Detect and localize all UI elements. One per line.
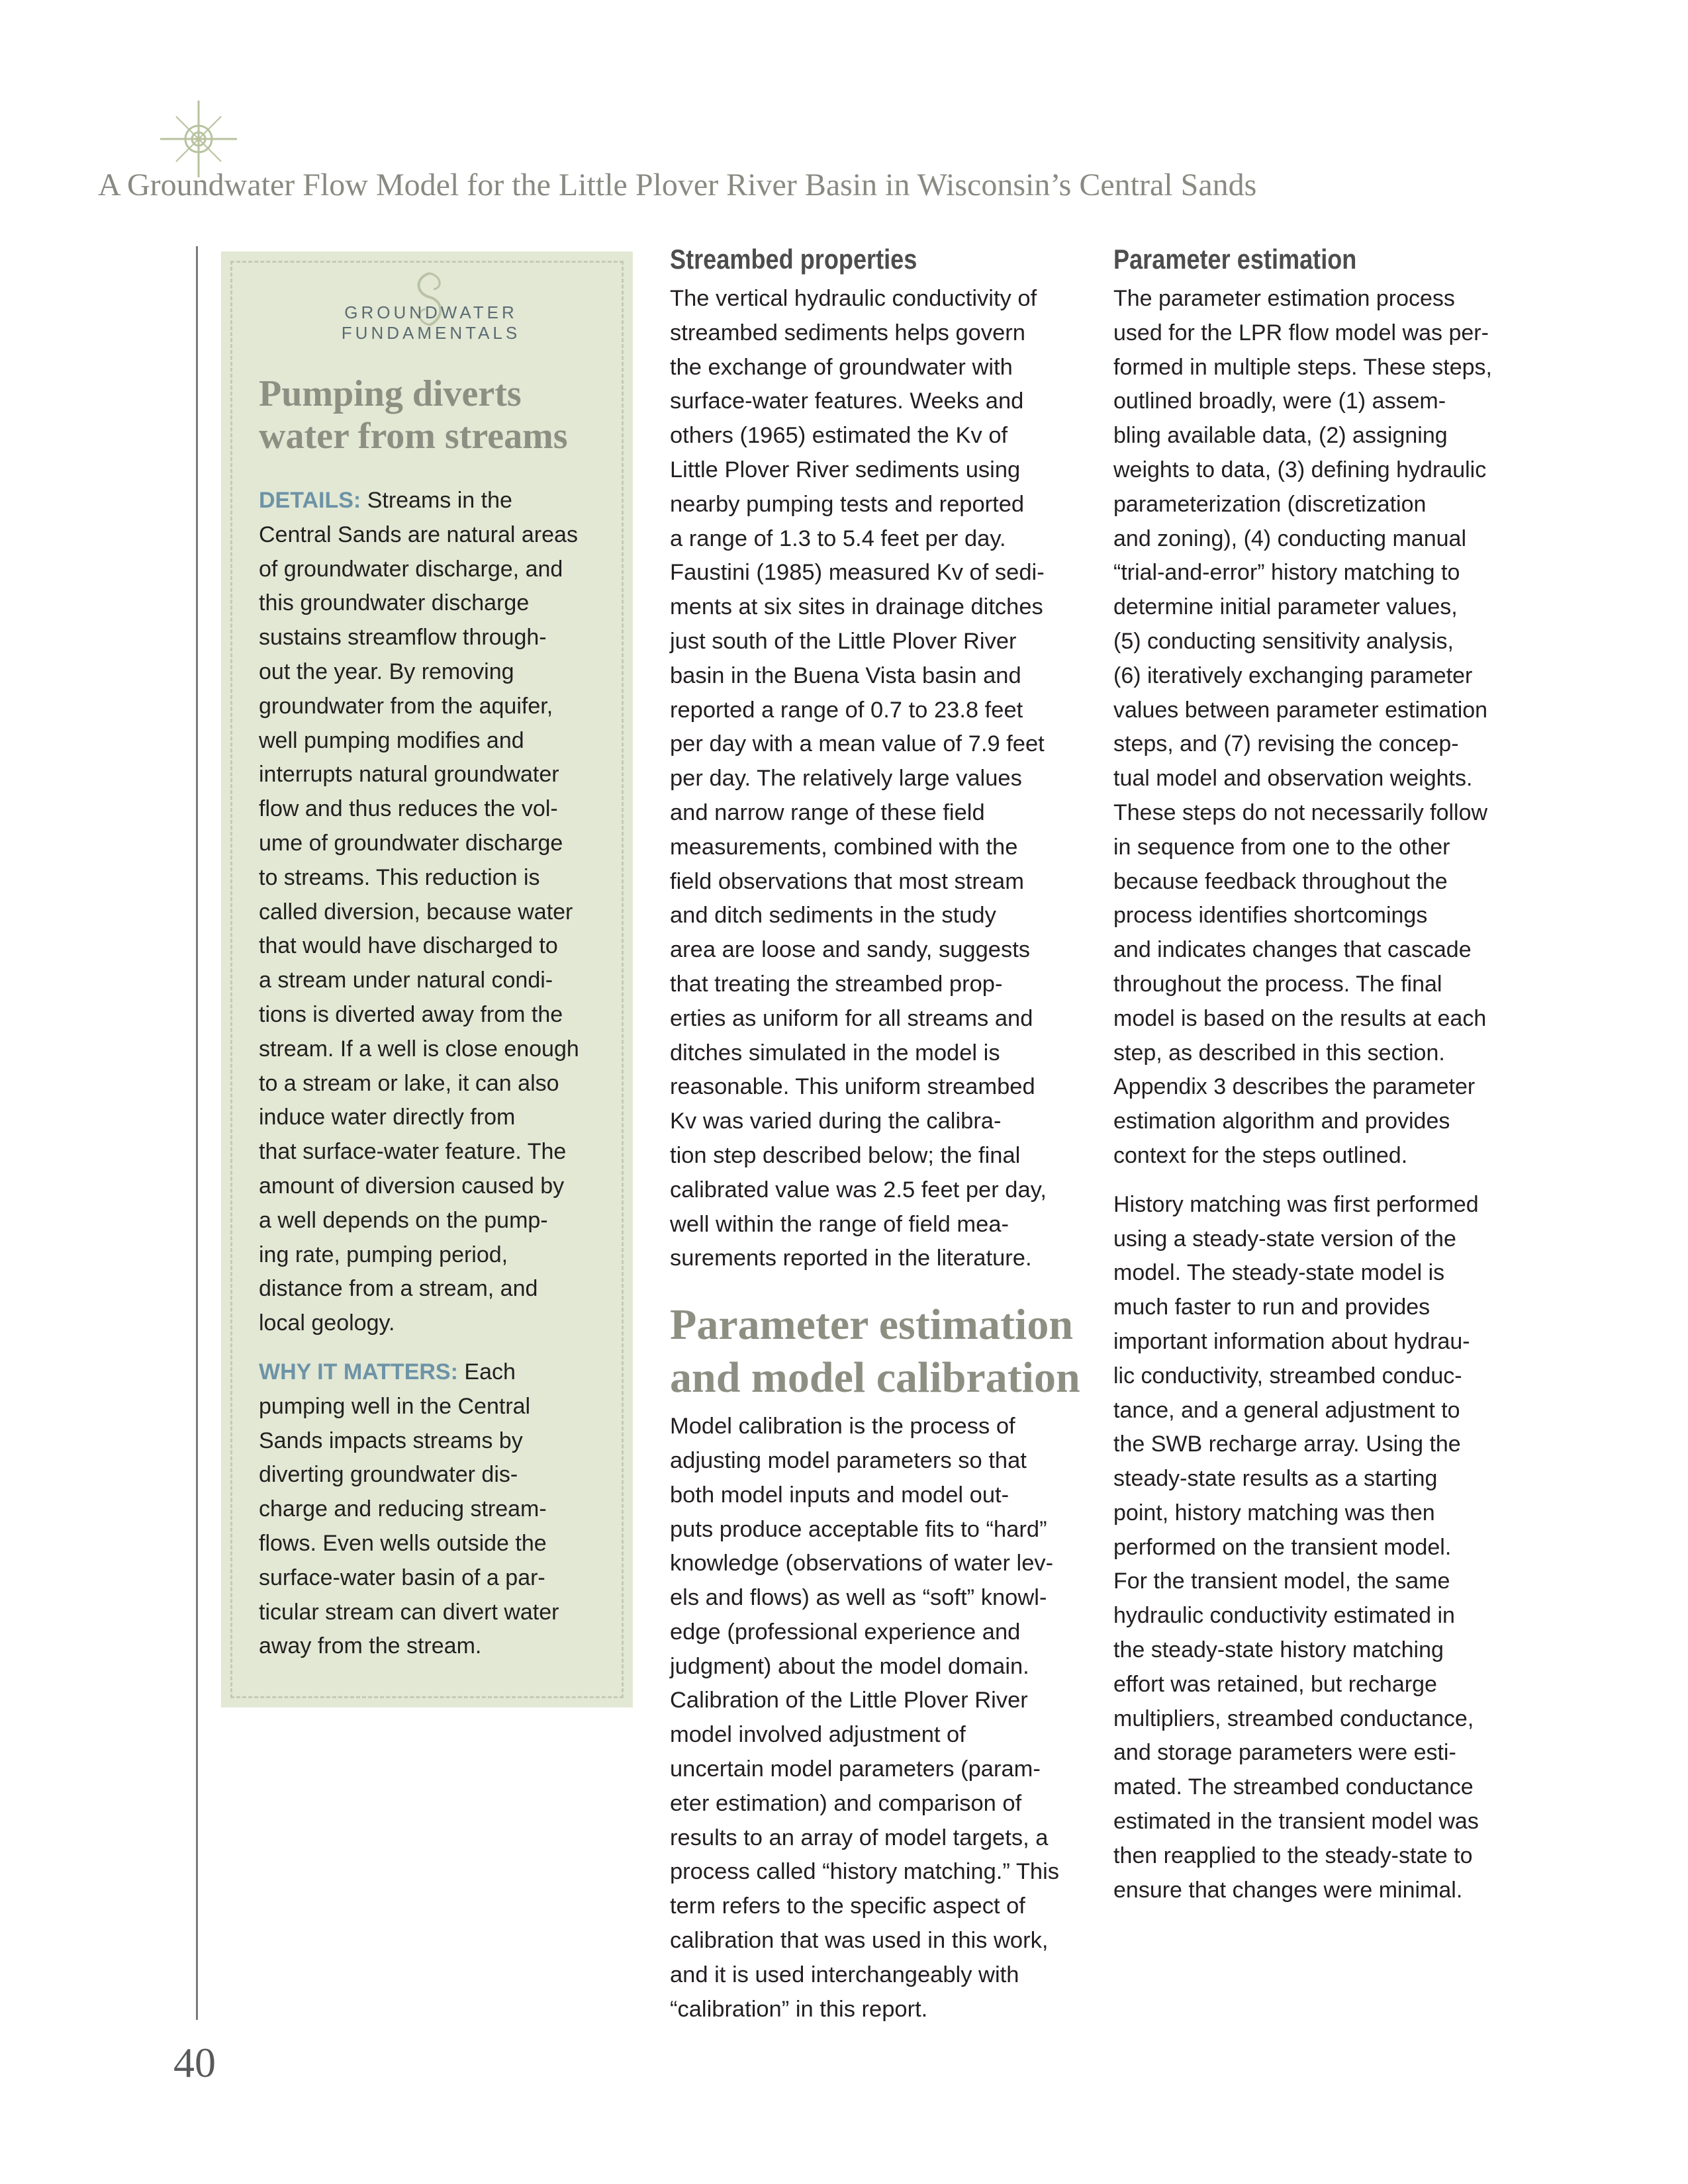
sidebar-frame: [230, 261, 624, 1698]
running-head: A Groundwater Flow Model for the Little Plover River Basin in Wisconsin’s Central Sands: [98, 167, 1257, 203]
history-matching-paragraph: History matching was first performed using a steady-state version of the model. The steady-state model is much faster to run and provides important information about hydrau- lic conductivity, streambed conduc- tance, and a general adjustment to the SWB recharge array. Using the steady-state results as a starting point, history matching was then performed on the transient model. For the transient model, the same hydraulic conductivity estimated in the steady-state history matching effort was retained, but recharge multipliers, streambed conductance, and storage parameters were esti- mated. The streambed conductance estimated in the transient model was then reapplied to the steady-state to ensure that changes were minimal.: [1113, 1191, 1479, 1903]
parameter-estimation-heading: Parameter estimation: [1113, 244, 1357, 275]
sidebar-title: [259, 373, 603, 457]
middle-column: [670, 241, 1094, 2026]
right-column: [1113, 241, 1532, 1907]
parameter-estimation-paragraph: The parameter estimation process used for the LPR flow model was per- formed in multiple steps. These steps, outlined broadly, were (1) assem- bling available data, (2) assigning weights to data, (3) defining hydraulic parameterization (discretization and zoning), (4) conducting manual “trial-and-error” history matching to determine initial parameter values, (5) conducting sensitivity analysis, (6) iteratively exchanging parameter values between parameter estimation steps, and (7) revising the concep- tual model and observation weights. These steps do not necessarily follow in sequence from one to the other because feedback throughout the process identifies shortcomings and indicates changes that cascade throughout the process. The final model is based on the results at each step, as described in this section. Appendix 3 describes the parameter estimation algorithm and provides context for the steps outlined.: [1113, 286, 1492, 1168]
details-paragraph: DETAILS: Streams in the Central Sands are natural areas of groundwater discharge, and this groundwater discharge sustains streamflow through- out the year. By removing groundwater from the aquifer, well pumping modifies and interrupts natural groundwater flow and thus reduces the vol- ume of groundwater discharge to streams. This reduction is called diversion, because water that would have discharged to a stream under natural condi- tions is diverted away from the stream. If a well is close enough to a stream or lake, it can also induce water directly from that surface-water feature. The amount of diversion caused by a well depends on the pump- ing rate, pumping period, distance from a stream, and local geology.: [259, 488, 579, 1336]
groundwater-fundamentals-sidebar: [221, 251, 633, 1707]
details-label: DETAILS:: [259, 488, 361, 513]
margin-rule: [196, 246, 198, 2020]
streambed-heading: Streambed properties: [670, 244, 917, 275]
calibration-section-heading: Parameter estimation and model calibration: [670, 1300, 1080, 1402]
sidebar-label: GROUNDWATER FUNDAMENTALS: [341, 302, 521, 343]
title-line: water from streams: [259, 416, 568, 457]
streambed-paragraph: The vertical hydraulic conductivity of streambed sediments helps govern the exchange of groundwater with surface-water features. Weeks and others (1965) estimated the Kv of Little Plover River sediments using nearby pumping tests and reported a range of 1.3 to 5.4 feet per day. Faustini (1985) measured Kv of sedi- ments at six sites in drainage ditches just south of the Little Plover River basin in the Buena Vista basin and reported a range of 0.7 to 23.8 feet per day with a mean value of 7.9 feet per day. The relatively large values and narrow range of these field measurements, combined with the field observations that most stream and ditch sediments in the study area are loose and sandy, suggests that treating the streambed prop- erties as uniform for all streams and ditches simulated in the model is reasonable. This uniform streambed Kv was varied during the calibra- tion step described below; the final calibrated value was 2.5 feet per day, well within the range of field mea- surements reported in the literature.: [670, 286, 1047, 1271]
calibration-paragraph: Model calibration is the process of adjusting model parameters so that both model inputs and model out- puts produce acceptable fits to “hard” knowledge (observations of water lev- els and flows) as well as “soft” knowl- edge (professional experience and judgment) about the model domain. Calibration of the Little Plover River model involved adjustment of uncertain model parameters (param- eter estimation) and comparison of results to an array of model targets, a process called “history matching.” This term refers to the specific aspect of calibration that was used in this work, and it is used interchangeably with “calibration” in this report.: [670, 1414, 1059, 2022]
page-number: 40: [173, 2039, 216, 2086]
title-line: Pumping diverts: [259, 373, 522, 414]
why-it-matters-label: WHY IT MATTERS:: [259, 1359, 458, 1385]
why-it-matters-paragraph: WHY IT MATTERS: Each pumping well in the Central Sands impacts streams by diverting groundwater dis- charge and reducing stream- flows. Even wells outside the surface-water basin of a par- ticular stream can divert water away from the stream.: [259, 1359, 559, 1659]
